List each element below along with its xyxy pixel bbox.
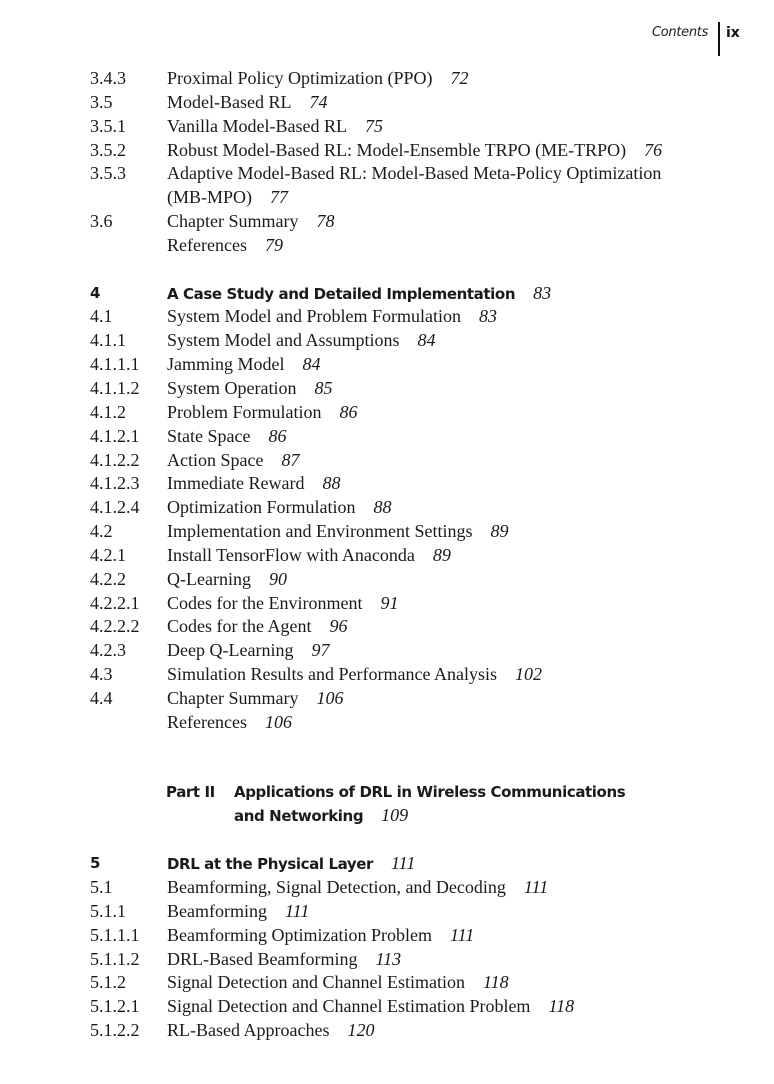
entry-title-text: Vanilla Model-Based RL (167, 115, 347, 136)
entry-title (167, 852, 415, 877)
entry-title (167, 329, 436, 353)
entry-title (167, 115, 383, 139)
section-label: Contents (652, 25, 709, 40)
part-label: Part II (166, 782, 215, 801)
entry-title-text: References (167, 234, 247, 255)
page-ref: 72 (450, 68, 469, 88)
spacer (90, 828, 730, 852)
section-number: 4.2.1 (90, 544, 126, 565)
toc-entry[interactable] (90, 234, 730, 258)
page-ref: 86 (268, 425, 287, 446)
entry-title (167, 1019, 374, 1043)
section-number: 3.5 (90, 91, 113, 112)
header-divider (718, 22, 720, 56)
page-ref: 77 (270, 187, 289, 208)
toc-entry[interactable] (90, 971, 730, 995)
part-heading[interactable] (90, 781, 730, 829)
entry-title (167, 639, 329, 663)
entry-title-text: Action Space (167, 449, 264, 470)
toc-entry[interactable] (90, 353, 730, 377)
page-ref: 88 (322, 473, 341, 494)
entry-title (167, 711, 292, 735)
entry-title (167, 401, 358, 425)
entry-title-text: Signal Detection and Channel Estimation Problem (167, 996, 531, 1017)
page-ref: 106 (264, 711, 292, 732)
entry-title-text: Simulation Results and Performance Analysis (167, 664, 497, 685)
page-ref: 85 (314, 377, 333, 398)
page-ref: 83 (479, 306, 497, 327)
entry-title (167, 377, 332, 401)
page-number: ix (726, 25, 740, 41)
entry-title-text: Problem Formulation (167, 401, 322, 422)
entry-title (167, 139, 662, 163)
entry-title (167, 568, 287, 592)
entry-title-text: Adaptive Model-Based RL: Model-Based Meta-Policy Optimization (167, 163, 662, 184)
section-number: 4.3 (90, 664, 113, 685)
toc-entry[interactable] (90, 91, 730, 115)
entry-title (167, 948, 401, 972)
entry-title-text: System Model and Problem Formulation (167, 306, 461, 327)
entry-title (167, 282, 551, 307)
table-of-contents (90, 67, 730, 1043)
toc-entry[interactable] (90, 995, 730, 1019)
entry-title (167, 425, 286, 449)
entry-title (167, 449, 299, 473)
entry-title (167, 496, 391, 520)
toc-entry[interactable] (90, 186, 730, 210)
section-number: 4.1.1.2 (90, 377, 140, 398)
page-ref: 78 (316, 211, 335, 232)
section-number: 5.1.2 (90, 972, 126, 993)
entry-title-text: Robust Model-Based RL: Model-Ensemble TRPO (ME-TRPO) (167, 139, 627, 160)
entry-title-text: Jamming Model (167, 354, 285, 375)
toc-entry[interactable] (90, 329, 730, 353)
toc-entry[interactable] (90, 67, 730, 91)
part-title (234, 781, 654, 830)
toc-entry[interactable] (90, 663, 730, 687)
entry-title (167, 91, 327, 115)
entry-title (167, 162, 661, 186)
entry-title (167, 210, 334, 234)
section-number: 3.5.3 (90, 163, 126, 184)
page-ref: 86 (339, 401, 358, 422)
section-number: 5.1.2.2 (90, 1020, 140, 1041)
page-ref: 84 (302, 354, 321, 375)
entry-title-text: DRL at the Physical Layer (167, 855, 374, 874)
entry-title (167, 592, 398, 616)
entry-title-text: Codes for the Environment (167, 592, 363, 613)
toc-entry[interactable] (90, 449, 730, 473)
entry-title-text: (MB-MPO) (167, 187, 253, 208)
toc-entry[interactable] (90, 592, 730, 616)
section-number: 5.1.1.2 (90, 948, 140, 969)
entry-title (167, 67, 469, 91)
entry-title-text: State Space (167, 425, 251, 446)
toc-entry[interactable] (90, 876, 730, 900)
section-number: 3.4.3 (90, 68, 126, 88)
page-ref: 84 (417, 330, 436, 351)
section-number: 3.6 (90, 211, 113, 232)
page-ref: 120 (347, 1020, 375, 1041)
page-ref: 87 (281, 449, 300, 470)
entry-title (167, 663, 542, 687)
entry-title (167, 995, 574, 1019)
section-number: 4.2.3 (90, 640, 126, 661)
entry-title (167, 876, 548, 900)
page-ref: 91 (380, 592, 399, 613)
page-ref: 111 (391, 853, 416, 874)
toc-entry[interactable] (90, 687, 730, 711)
entry-title (167, 924, 474, 948)
entry-title-text: Deep Q-Learning (167, 640, 294, 661)
section-number: 5.1.2.1 (90, 996, 140, 1017)
entry-title-text: Q-Learning (167, 568, 251, 589)
entry-title-text: System Operation (167, 377, 297, 398)
entry-title-text: DRL-Based Beamforming (167, 948, 358, 969)
entry-title (167, 234, 283, 258)
part-title-text: Applications of DRL in Wireless Communications and Networking (234, 782, 626, 826)
section-number: 3.5.2 (90, 139, 126, 160)
entry-title (167, 520, 508, 544)
toc-entry[interactable] (90, 401, 730, 425)
section-number: 5.1 (90, 877, 113, 897)
page-ref: 88 (373, 497, 392, 518)
page-ref: 106 (316, 687, 344, 708)
entry-title (167, 472, 340, 496)
section-number: 4.1.1.1 (90, 354, 140, 375)
entry-title-text: Chapter Summary (167, 211, 299, 232)
page-ref: 89 (490, 521, 509, 542)
entry-title-text: Beamforming, Signal Detection, and Decoding (167, 877, 506, 897)
section-number: 4.1 (90, 306, 113, 327)
chapter-entry[interactable] (90, 852, 730, 876)
toc-entry[interactable] (90, 305, 730, 329)
entry-title-text: Signal Detection and Channel Estimation (167, 972, 465, 993)
entry-title-text: Optimization Formulation (167, 497, 356, 518)
toc-entry[interactable] (90, 425, 730, 449)
spacer (90, 735, 730, 781)
entry-title (167, 687, 343, 711)
toc-entry[interactable] (90, 520, 730, 544)
section-number: 4.1.2 (90, 401, 126, 422)
entry-title-text: Beamforming Optimization Problem (167, 924, 432, 945)
section-number: 5.1.1 (90, 900, 126, 921)
page-ref: 75 (364, 115, 383, 136)
toc-entry[interactable] (90, 210, 730, 234)
section-number: 4.1.2.1 (90, 425, 140, 446)
toc-entry[interactable] (90, 162, 730, 186)
page-ref: 76 (644, 139, 663, 160)
entry-title-text: A Case Study and Detailed Implementation (167, 284, 516, 303)
section-number: 4 (90, 283, 101, 302)
entry-title-text: Proximal Policy Optimization (PPO) (167, 68, 433, 88)
toc-entry[interactable] (90, 377, 730, 401)
entry-title (167, 615, 347, 639)
section-number: 5.1.1.1 (90, 924, 140, 945)
entry-title-text: Immediate Reward (167, 473, 305, 494)
page-ref: 90 (268, 568, 287, 589)
entry-title-text: Model-Based RL (167, 91, 292, 112)
toc-entry[interactable] (90, 900, 730, 924)
section-number: 5 (90, 854, 101, 873)
entry-title (167, 305, 497, 329)
entry-title-text: Codes for the Agent (167, 616, 312, 637)
page-ref: 102 (514, 664, 542, 685)
page-ref: 111 (449, 924, 475, 945)
toc-entry[interactable] (90, 711, 730, 735)
toc-entry[interactable] (90, 496, 730, 520)
entry-title-text: Chapter Summary (167, 687, 299, 708)
chapter-entry[interactable] (90, 282, 730, 306)
toc-entry[interactable] (90, 544, 730, 568)
toc-entry[interactable] (90, 139, 730, 163)
page-ref: 83 (533, 282, 552, 303)
page-ref: 113 (375, 948, 402, 969)
page-ref: 79 (264, 234, 283, 255)
entry-title (167, 900, 309, 924)
page-ref: 118 (548, 996, 575, 1017)
section-number: 4.1.2.2 (90, 449, 140, 470)
page-ref: 96 (329, 616, 348, 637)
toc-entry[interactable] (90, 948, 730, 972)
page-ref: 89 (432, 544, 451, 565)
section-number: 4.1.2.3 (90, 473, 140, 494)
entry-title-text: References (167, 711, 247, 732)
section-number: 4.4 (90, 687, 113, 708)
section-number: 4.2.2.2 (90, 616, 140, 637)
page-ref: 118 (482, 972, 509, 993)
toc-entry[interactable] (90, 472, 730, 496)
entry-title-text: Beamforming (167, 900, 267, 921)
toc-entry[interactable] (90, 639, 730, 663)
toc-entry[interactable] (90, 924, 730, 948)
page-ref: 111 (523, 877, 549, 897)
section-number: 4.2.2 (90, 568, 126, 589)
spacer (90, 258, 730, 282)
entry-title (167, 544, 451, 568)
entry-title-text: RL-Based Approaches (167, 1020, 330, 1041)
entry-title (167, 353, 321, 377)
section-number: 3.5.1 (90, 115, 126, 136)
toc-entry[interactable] (90, 615, 730, 639)
page-ref: 97 (311, 640, 330, 661)
entry-title-text: System Model and Assumptions (167, 330, 400, 351)
section-number: 4.2.2.1 (90, 592, 140, 613)
page-ref: 74 (309, 91, 328, 112)
entry-title (167, 971, 509, 995)
entry-title-text: Implementation and Environment Settings (167, 521, 473, 542)
toc-entry[interactable] (90, 115, 730, 139)
page-ref: 109 (381, 805, 409, 826)
section-number: 4.2 (90, 521, 113, 542)
toc-entry[interactable] (90, 568, 730, 592)
entry-title-text: Install TensorFlow with Anaconda (167, 544, 415, 565)
page-ref: 111 (284, 900, 310, 921)
section-number: 4.1.2.4 (90, 497, 140, 518)
toc-entry[interactable] (90, 1019, 730, 1043)
section-number: 4.1.1 (90, 330, 126, 351)
entry-title (167, 186, 288, 210)
